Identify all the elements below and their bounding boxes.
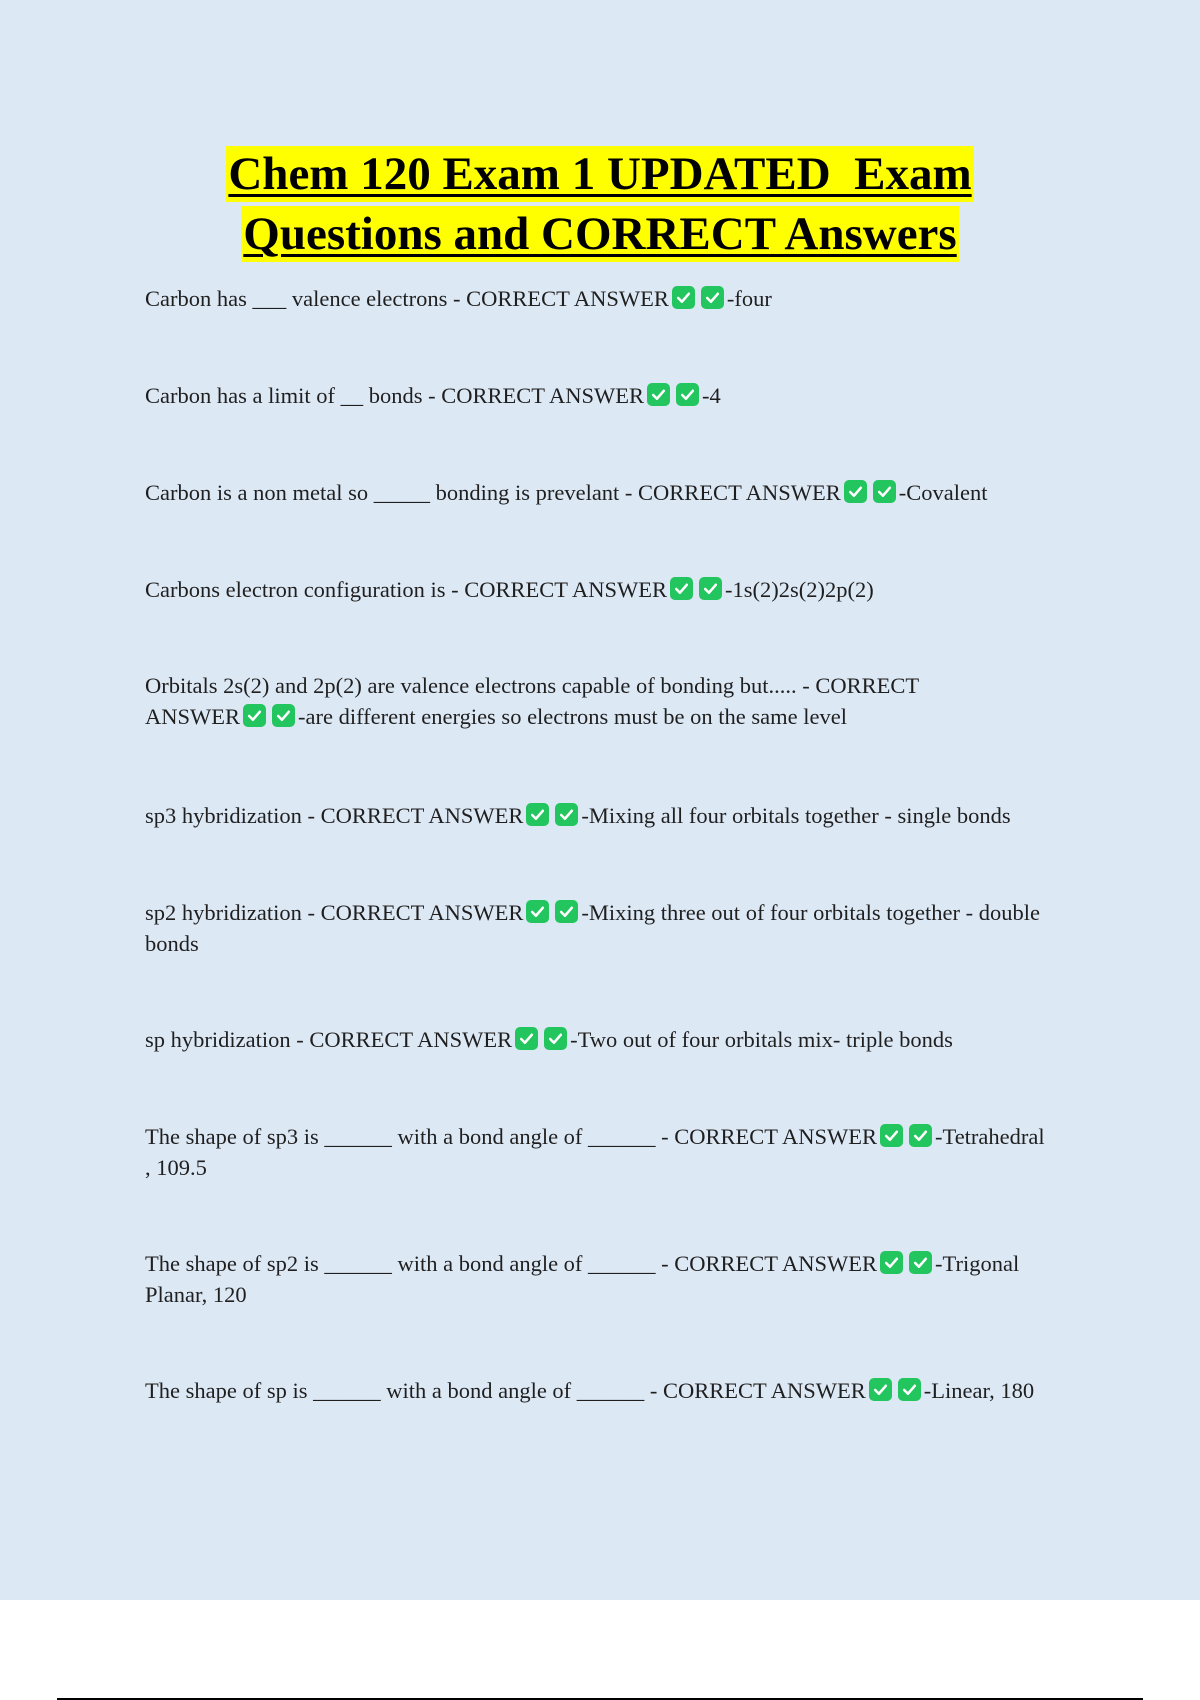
check-icon bbox=[869, 1378, 892, 1401]
answer-text: -4 bbox=[701, 383, 721, 408]
answer-text: -four bbox=[726, 286, 772, 311]
check-icon bbox=[699, 577, 722, 600]
check-icon bbox=[880, 1251, 903, 1274]
check-icon bbox=[544, 1027, 567, 1050]
check-icon bbox=[555, 900, 578, 923]
question-text: sp2 hybridization - CORRECT ANSWER bbox=[145, 900, 524, 925]
answer-text: -Tetrahedral , 109.5 bbox=[145, 1124, 1045, 1180]
qa-item-10 bbox=[145, 1248, 1045, 1310]
question-text: sp3 hybridization - CORRECT ANSWER bbox=[145, 803, 524, 828]
qa-item-7 bbox=[145, 897, 1065, 959]
check-icon bbox=[272, 704, 295, 727]
check-icon bbox=[647, 383, 670, 406]
answer-text: -Two out of four orbitals mix- triple bonds bbox=[570, 1027, 953, 1052]
check-icon bbox=[909, 1124, 932, 1147]
question-text: The shape of sp3 is ______ with a bond angle of ______ - CORRECT ANSWER bbox=[145, 1124, 878, 1149]
answer-text: -are different energies so electrons must be on the same level bbox=[298, 704, 847, 729]
question-text: Carbon is a non metal so _____ bonding is prevelant - CORRECT ANSWER bbox=[145, 480, 841, 505]
check-icon bbox=[243, 704, 266, 727]
question-text: Carbon has ___ valence electrons - CORRECT ANSWER bbox=[145, 286, 669, 311]
check-icon bbox=[880, 1124, 903, 1147]
title-line-1: Chem 120 Exam 1 UPDATED Exam bbox=[228, 148, 972, 200]
qa-item-9 bbox=[145, 1121, 1045, 1183]
question-text: sp hybridization - CORRECT ANSWER bbox=[145, 1027, 513, 1052]
check-icon bbox=[515, 1027, 538, 1050]
answer-text: -1s(2)2s(2)2p(2) bbox=[725, 577, 874, 602]
qa-item-8 bbox=[145, 1024, 1085, 1055]
check-icon bbox=[844, 480, 867, 503]
check-icon bbox=[672, 286, 695, 309]
check-icon bbox=[909, 1251, 932, 1274]
question-text: Carbons electron configuration is - CORRECT ANSWER bbox=[145, 577, 668, 602]
answer-text: -Covalent bbox=[898, 480, 988, 505]
qa-item-6 bbox=[145, 800, 1085, 831]
check-icon bbox=[526, 803, 549, 826]
answer-text: -Mixing all four orbitals together - single bonds bbox=[581, 803, 1011, 828]
title-line-2: Questions and CORRECT Answers bbox=[243, 208, 957, 260]
check-icon bbox=[701, 286, 724, 309]
question-text: The shape of sp2 is ______ with a bond angle of ______ - CORRECT ANSWER bbox=[145, 1251, 878, 1276]
check-icon bbox=[898, 1378, 921, 1401]
check-icon bbox=[676, 383, 699, 406]
qa-item-3 bbox=[145, 477, 1085, 508]
check-icon bbox=[526, 900, 549, 923]
check-icon bbox=[670, 577, 693, 600]
answer-text: -Mixing three out of four orbitals together - double bonds bbox=[145, 900, 1040, 956]
question-text: Carbon has a limit of __ bonds - CORRECT ANSWER bbox=[145, 383, 644, 408]
question-text: Orbitals 2s(2) and 2p(2) are valence electrons capable of bonding but..... - CORRECT ANSWER bbox=[145, 673, 919, 729]
question-text: The shape of sp is ______ with a bond angle of ______ - CORRECT ANSWER bbox=[145, 1378, 866, 1403]
qa-item-1 bbox=[145, 283, 1085, 314]
check-icon bbox=[555, 803, 578, 826]
qa-item-4 bbox=[145, 574, 1085, 605]
qa-item-2 bbox=[145, 380, 1085, 411]
qa-item-11 bbox=[145, 1375, 1090, 1406]
document-title bbox=[0, 146, 1200, 262]
answer-text: -Trigonal Planar, 120 bbox=[145, 1251, 1020, 1307]
check-icon bbox=[873, 480, 896, 503]
qa-item-5 bbox=[145, 670, 1005, 732]
answer-text: -Linear, 180 bbox=[923, 1378, 1035, 1403]
